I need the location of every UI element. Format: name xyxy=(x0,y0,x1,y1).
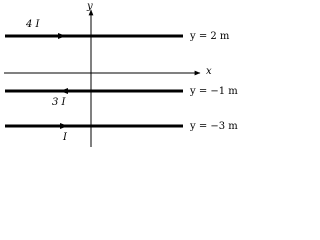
y-axis-label: y xyxy=(87,1,93,12)
current-label-top: 4 I xyxy=(26,19,40,30)
position-label-top: y = 2 m xyxy=(190,31,230,42)
current-arrow-top xyxy=(58,33,66,39)
position-label-middle: y = −1 m xyxy=(190,86,238,97)
current-label-bottom: I xyxy=(63,132,67,143)
position-label-bottom: y = −3 m xyxy=(190,121,238,132)
current-label-middle: 3 I xyxy=(52,97,66,108)
current-arrow-middle xyxy=(60,88,68,94)
x-axis-label: x xyxy=(206,66,212,77)
current-arrow-bottom xyxy=(60,123,68,129)
